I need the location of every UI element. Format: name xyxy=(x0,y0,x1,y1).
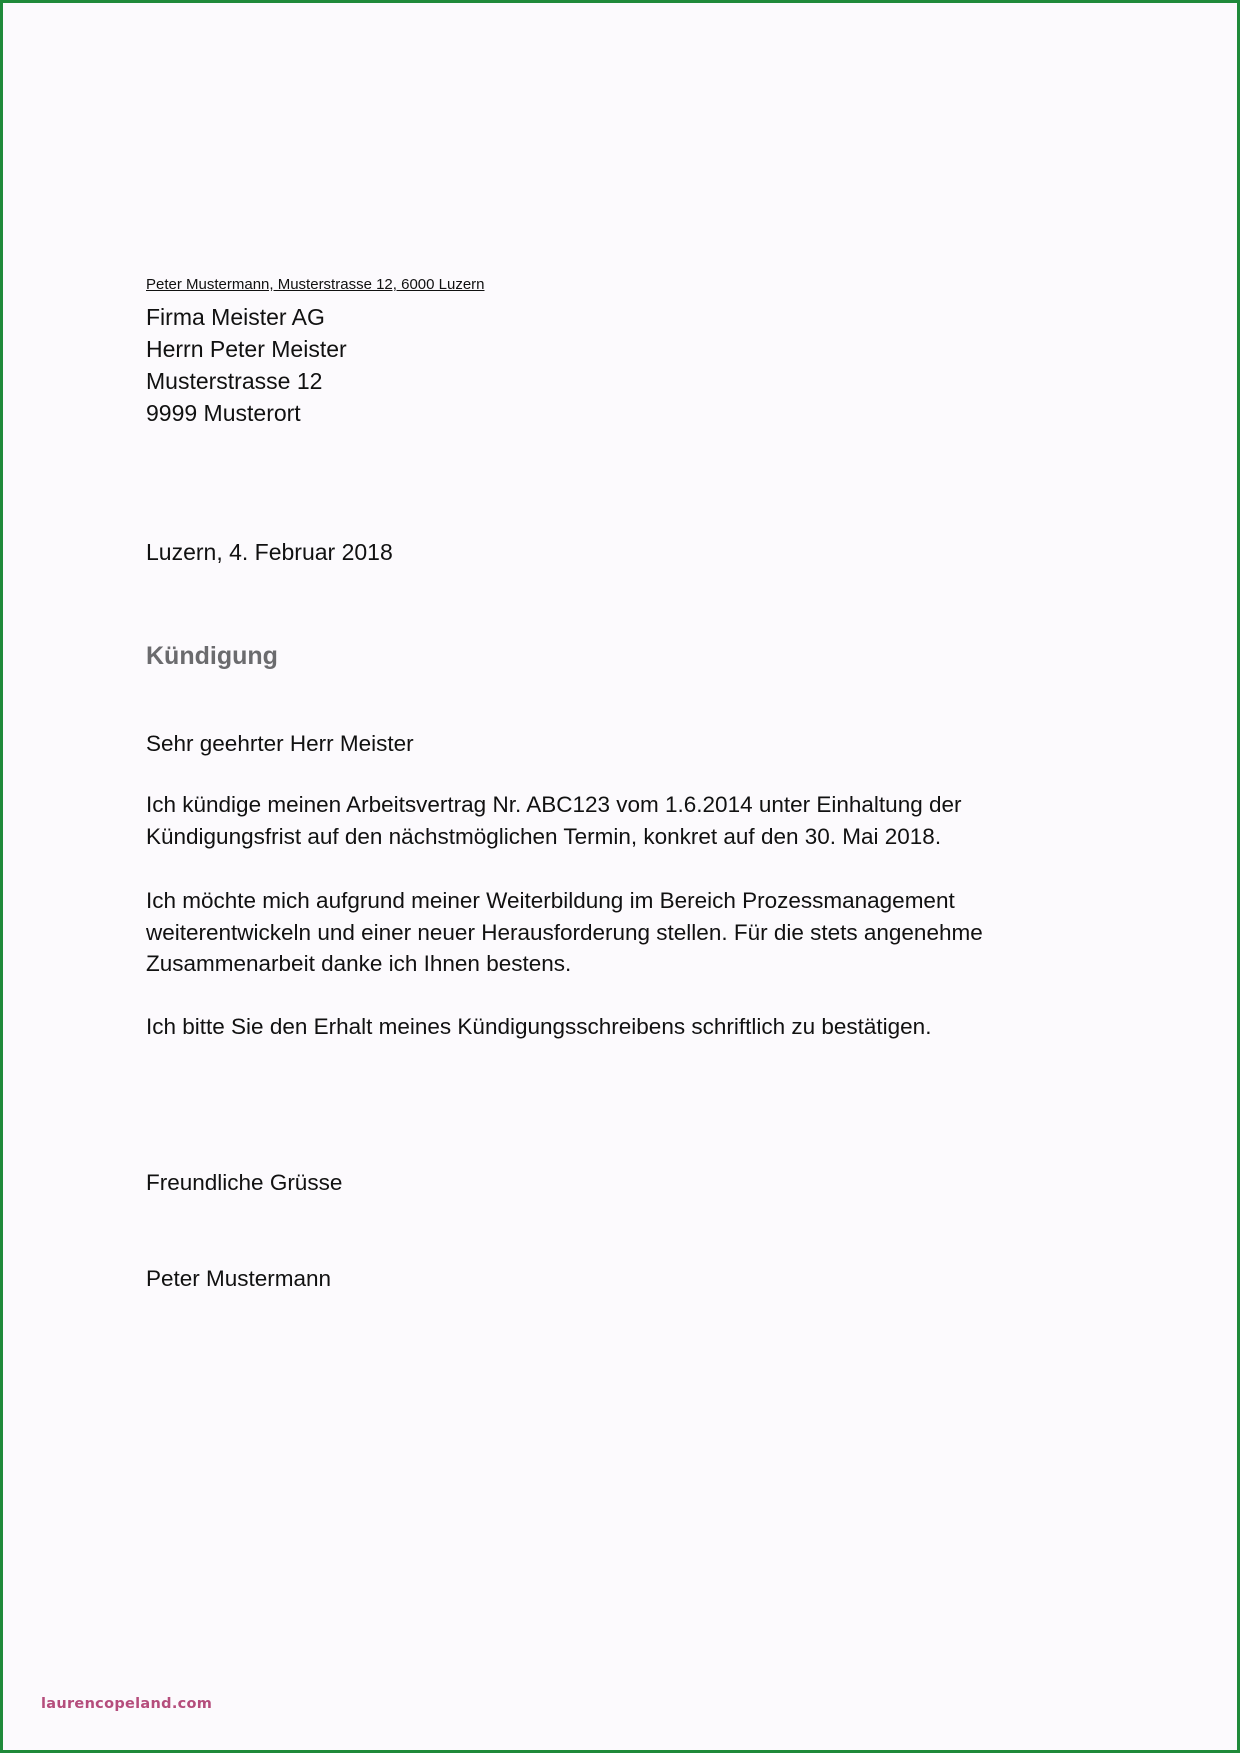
letter-subject: Kündigung xyxy=(146,642,278,670)
paragraph-line: Ich möchte mich aufgrund meiner Weiterbildung im Bereich Prozessmanagement xyxy=(146,888,955,913)
recipient-person: Herrn Peter Meister xyxy=(146,336,347,362)
recipient-company: Firma Meister AG xyxy=(146,304,325,330)
watermark-text: laurencopeland.com xyxy=(41,1696,213,1712)
letter-closing: Freundliche Grüsse xyxy=(146,1170,343,1195)
paragraph-3 xyxy=(146,1011,1046,1043)
letter-signature: Peter Mustermann xyxy=(146,1266,332,1291)
paragraph-line: Zusammenarbeit danke ich Ihnen bestens. xyxy=(146,951,572,976)
sender-address-line: Peter Mustermann, Musterstrasse 12, 6000 Luzern xyxy=(146,276,485,293)
recipient-city: 9999 Musterort xyxy=(146,400,301,426)
recipient-address xyxy=(146,301,347,429)
paragraph-1 xyxy=(146,789,1046,852)
recipient-street: Musterstrasse 12 xyxy=(146,368,323,394)
salutation-text: Sehr geehrter Herr Meister xyxy=(146,731,414,756)
paragraph-line: Kündigungsfrist auf den nächstmöglichen Termin, konkret auf den 30. Mai 2018. xyxy=(146,823,942,849)
paragraph-line: weiterentwickeln und einer neuer Herausforderung stellen. Für die stets angenehme xyxy=(146,919,983,945)
paragraph-line: Ich bitte Sie den Erhalt meines Kündigungsschreibens schriftlich zu bestätigen. xyxy=(146,1014,932,1039)
letter-salutation xyxy=(146,728,1046,760)
letter-date: Luzern, 4. Februar 2018 xyxy=(146,539,393,565)
paragraph-line: Ich kündige meinen Arbeitsvertrag Nr. ABC123 vom 1.6.2014 unter Einhaltung der xyxy=(146,792,962,817)
paragraph-2 xyxy=(146,885,1046,980)
